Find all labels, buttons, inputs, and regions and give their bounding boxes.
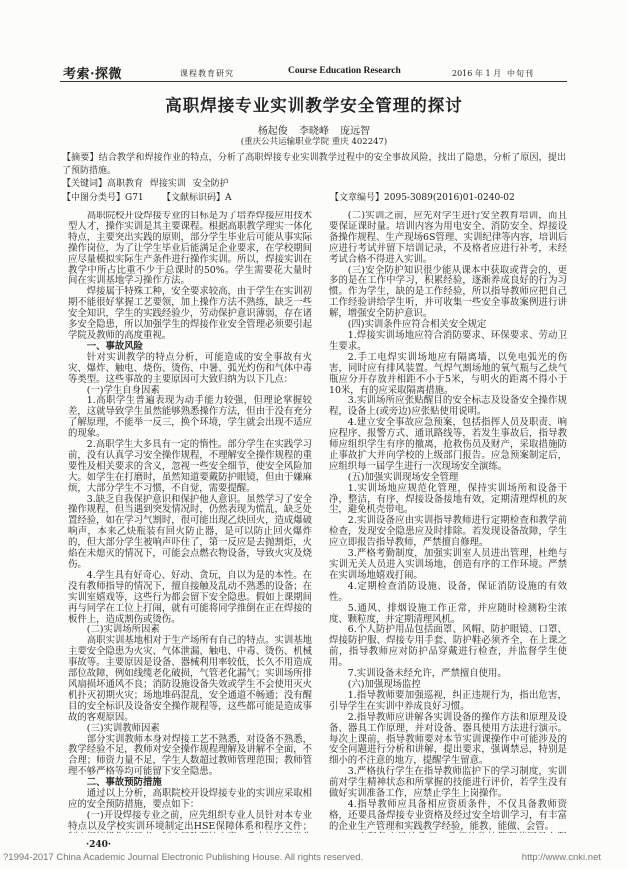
abstract xyxy=(62,152,566,177)
clc-label: 【中图分类号】 xyxy=(62,192,126,203)
body-paragraph: 1.高职学生普遍表现为动手能力较强，但理论掌握较差，这就导致学生虽然能够熟悉操作方法，但由于没有充分了解原理，不能举一反三，换个环境，学生就会出现不适应的现象。 xyxy=(68,395,312,440)
subsection-heading: (一)学生自身因素 xyxy=(86,384,160,396)
classification-line xyxy=(62,192,566,205)
body-column-right xyxy=(329,211,567,833)
article-number-label: 【文章编号】 xyxy=(330,192,385,203)
subsection-heading: (三)实训教师因素 xyxy=(86,722,160,734)
clc-number xyxy=(62,192,144,205)
body-paragraph: 焊接属于特殊工种，安全要求较高，由于学生在实训初期不能很好掌握工艺要领，加上操作方法不熟练，缺乏一些安全知识，学生的实践经验少，劳动保护意识薄弱，存在诸多安全隐患，所以加强学生的焊接作业安全管理必须要引起学院及教师的高度重视。 xyxy=(68,286,312,341)
subsection-heading: (四)实训条件应符合相关安全规定 xyxy=(347,319,487,331)
body-paragraph: 4.学生具有好奇心、好动、贪玩，自以为是的本性。在没有教师指导的情况下，擅自接触及乱动不熟悉的设备；在实训室嬉戏等，这些行为都会留下安全隐患。假如上课期间再与同学在工位上打闹，就有可能将同学推倒在正在焊接的板件上，造成割伤或烫伤。 xyxy=(68,569,312,625)
body-paragraph: 3.严格考勤制度，加强实训室人员进出管理，杜绝与实训无关人员进入实训场地，创造有序的工作环境。严禁在实训场地嬉戏打闹。 xyxy=(329,548,567,581)
section-heading: 一、事故风险 xyxy=(86,340,144,352)
page-number: ·240· xyxy=(86,840,112,850)
copyright-footer xyxy=(3,852,601,863)
keywords-text: 高职教育 焊接实训 安全防护 xyxy=(107,179,229,189)
body-paragraph: 2.指导教师应讲解各实训设备的操作方法和原理及设备、器具工作原理，并对设备、器具使用方法进行演示。每次上课前，指导教师要对本节实训课操作中可能涉及的安全问题进行分析和讲解，提出要求，强调禁忌，特别是细小的不注意的地方，提醒学生留意。 xyxy=(329,711,567,767)
journal-name-english: Course Education Research xyxy=(288,66,401,76)
body-paragraph: (三)安全防护知识很少能从课本中获取或背会的，更多的是在工作中学习，积累经验，逐渐养成良好的行为习惯。作为学生，缺的是工作经验，所以指导教师应把自己工作经验讲给学生听，并可收集一些安全事故案例进行讲解，增强安全防护意识。 xyxy=(329,264,567,320)
document-code xyxy=(162,192,232,205)
body-paragraph: 通过以上分析，高职院校开设焊接专业的实训应采取相应的安全预防措施，要点如下： xyxy=(68,788,312,810)
document-code-label: 【文献标识码】 xyxy=(162,192,226,203)
body-paragraph: 1.指导教师要加强巡视，纠正违规行为，指出危害，引导学生在实训中养成良好习惯。 xyxy=(329,689,567,712)
body-paragraph: 针对实训教学的特点分析，可能造成的安全事故有火灾、爆炸、触电、烧伤、烫伤、中暑、弧光灼伤和气体中毒等类型。这些事故的主要原因可大致归纳为以下几点： xyxy=(68,351,312,385)
body-paragraph: 4.定期检查消防设施、设备，保证消防设施的有效性。 xyxy=(329,580,567,603)
body-paragraph: 7.实训设备未经允许，严禁擅自使用。 xyxy=(347,668,507,680)
body-column-left xyxy=(68,211,312,833)
article-number-value: 2095-3089(2016)01-0240-02 xyxy=(384,192,515,203)
article-authors: 杨起俊 李晓峰 庞远智 xyxy=(257,126,371,137)
journal-name-chinese: 课程教育研究 xyxy=(180,69,234,78)
section-heading: 二、事故预防措施 xyxy=(86,777,162,789)
body-paragraph: 2.实训设备应由实训指导教师进行定期检查和教学前检查，发现安全隐患应及时排除。若发现设备故障，学生应立即报告指导教师，严禁擅自修理。 xyxy=(329,515,567,549)
abstract-label: 【摘要】 xyxy=(62,153,99,163)
body-paragraph: 3.实训场所应张贴醒目的安全标志及设备安全操作规程，设备上(或旁边)应张贴使用说明。 xyxy=(329,395,567,418)
body-paragraph: 1.实训场地应规范化管理，保持实训场所和设备干净，整洁，有序，焊接设备接地有效，定期清理焊机的灰尘，避免机壳带电。 xyxy=(329,482,567,516)
body-paragraph: 6.个人防护用品包括面罩、风帽、防护眼镜、口罩、焊接防护服、焊接专用手套、防护鞋必须齐全，在上课之前，指导教师应对防护品穿戴进行检查，并监督学生使用。 xyxy=(329,624,567,669)
running-header xyxy=(60,62,567,82)
column-name: 考索·探微 xyxy=(63,67,123,82)
body-paragraph: 4.建立安全事故应急预案，包括指挥人员及职责、响应程序、报警方式、通讯路线等，若发生事故后，指导教师应组织学生有序的撤离，抢救伤员及财产，采取措施防止事故扩大并向学校的上级部门报告。应急预案制定后，应组织每一届学生进行一次现场安全演练。 xyxy=(329,417,567,472)
body-paragraph: 高职院校开设焊接专业的目标是为了培养焊接应用技术型人才，操作实训是其主要课程。根据高职教学理实一体化特点，主要突出实践的原则，部分学生毕业后可能从事实际操作岗位，为了让学生毕业后能满足企业要求，在学校期间应尽量模拟实际生产条件进行操作实训。所以，焊接实训在教学中所占比重不少于总课时的50%。学生需要花大量时间在实训基地学习操作方法。 xyxy=(68,211,312,287)
issue-label: 中旬刊 xyxy=(507,69,534,78)
body-paragraph: 2.高职学生大多具有一定的惰性。部分学生在实践学习前，没有认真学习安全操作规程，不理解安全操作规程的重要性及相关要求的含义，忽视一些安全细节，使安全风险加大。如学生在打磨时，虽然知道要戴防护眼镜，但由于嫌麻烦，大部分学生不习惯，不自觉，需要提醒。 xyxy=(68,439,312,494)
article-number xyxy=(330,192,515,205)
author-affiliation: (重庆公共运输职业学院 重庆 402247) xyxy=(240,137,388,147)
issue-date: 2016 年 1 月 xyxy=(452,69,502,78)
document-code-value: A xyxy=(225,192,232,203)
body-paragraph: (一)开设焊接专业之前，应先组织专业人员针对本专业特点以及学校实训环境制定出HSE保障体系和程序文件； xyxy=(68,809,312,832)
abstract-block xyxy=(62,152,566,205)
copyright-text: ?1994-2017 China Academic Journal Electronic Publishing House. All rights reserved. xyxy=(3,852,364,863)
body-paragraph: 部分实训教师本身对焊接工艺不熟悉，对设备不熟悉，教学经验不足，教师对安全操作规程理解及讲解不全面，不合理；师资力量不足，学生人数超过教师管理范围；教师管理不够严格等均可能留下安全隐患。 xyxy=(68,733,312,778)
subsection-heading: (五)加强实训现场安全管理 xyxy=(347,471,459,483)
body-paragraph: 2.手工电焊实训场地应有隔离墙，以免电弧光的伤害，同时应有排风装置。气焊气割场地的氧气瓶与乙炔气瓶应分开存放并相距不小于5米，与明火的距离不得小于10米，有的应采取隔离措施。 xyxy=(329,351,567,396)
body-paragraph: 1.焊接实训场地应符合消防要求、环保要求、劳动卫生要求。 xyxy=(329,329,567,352)
body-paragraph: 5.通风、排烟设施工作正常，并应随时检测粉尘浓度、颗粒度，并定期清理风机。 xyxy=(329,602,567,625)
abstract-text: 结合教学和焊接作业的特点，分析了高职焊接专业实训教学过程中的安全事故风险，找出了隐患，分析了原因，提出了预防措施。 xyxy=(62,153,566,176)
keywords-label: 【关键词】 xyxy=(62,179,108,189)
body-paragraph: 高职实训基地相对于生产场所有自己的特点。实训基地主要安全隐患为火灾、气体泄漏、触电、中毒、烫伤、机械事故等。主要原因是设备、器械利用率较低，长久不用造成部位故障，例如线缆老化破损，气管老化漏气；实训场所排风扇损坏通风不良；消防设施设备失效或学生不会使用灭火机扑灭初期火灾；场地堆码混乱，安全通道不畅通；没有醒目的安全标识及设备安全操作规程等，这些都可能是造成事故的客观原因。 xyxy=(68,635,312,723)
body-paragraph: 4.指导教师应具备相应资质条件，不仅具备教师资格，还要具备焊接专业资格及经过安全培训学习，有丰富的企业生产管理和实践教学经验，能教、能做、会管。 xyxy=(329,798,567,832)
article-title: 高职焊接专业实训教学安全管理的探讨 xyxy=(165,96,463,115)
clc-value: G71 xyxy=(125,192,144,203)
body-paragraph: (二)实训之前，应先对学生进行安全教育培训，而且要保证课时量。培训内容为用电安全、消防安全、焊接设备操作规程、生产现场6S管理、实训纪律等内容，培训后应进行考试并留下培训记录，不及格者应进行补考，未经考试合格不得进入实训。 xyxy=(329,211,567,265)
body-paragraph: 3.缺乏自我保护意识和保护他人意识。虽然学习了安全操作规程，但当遇到突发情况时，仍然表现为慌乱，缺乏处置经验，如在学习气割时，很可能出现乙炔回火，造成爆破响声，本来乙炔瓶装有回火防止器，是可以防止回火爆炸的，但大部分学生被响声吓住了，第一反应是去抛割炬，火焰在未熄灭的情况下，可能会点燃衣物设备，导致火灾及烧伤。 xyxy=(68,493,312,570)
keywords xyxy=(62,178,566,191)
subsection-heading: (六)加强现场监控 xyxy=(347,678,421,690)
footer-url: http://www.cnki.net xyxy=(521,852,601,863)
subsection-heading: (二)实训场所因素 xyxy=(86,624,160,636)
body-paragraph: 3.严格执行学生在指导教师监护下的学习制度，实训前对学生精神状态和所掌握的技能进行评价，若学生没有做好实训准备工作，应禁止学生上岗操作。 xyxy=(329,766,567,800)
